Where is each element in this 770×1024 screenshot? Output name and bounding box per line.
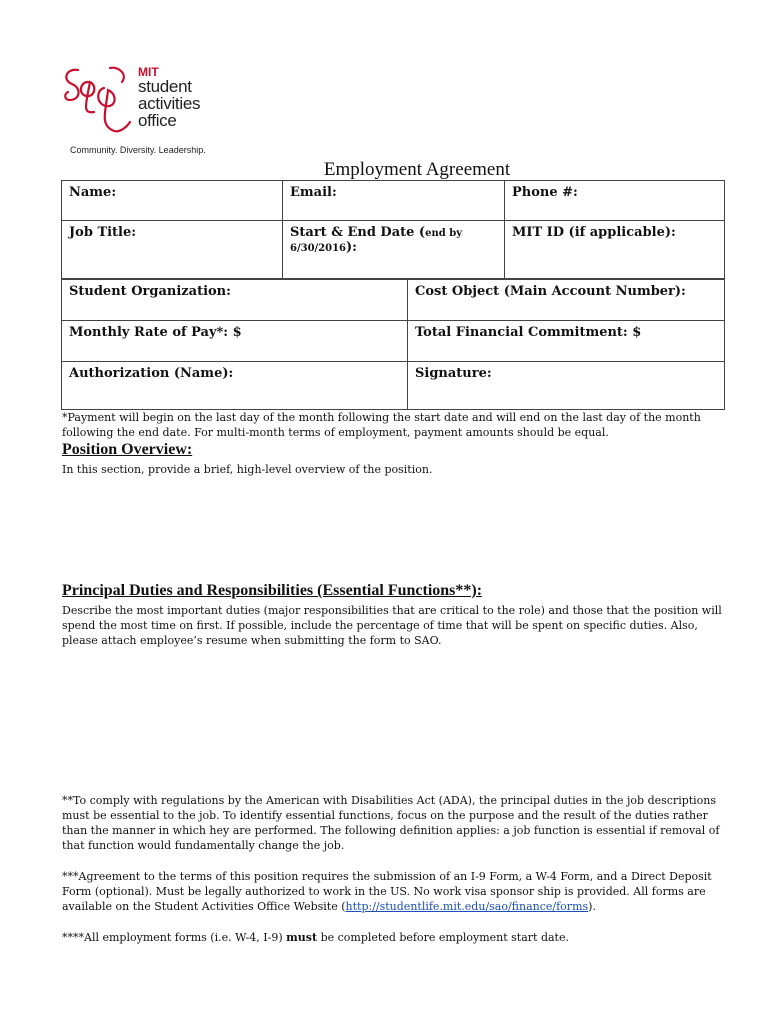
forms-text-before: ****All employment forms (i.e. W-4, I-9)	[62, 931, 287, 944]
total-commitment-label: Total Financial Commitment: $	[415, 325, 642, 340]
page-title: Employment Agreement	[323, 159, 511, 180]
logo-line-1: student	[138, 77, 192, 96]
job-title-label: Job Title:	[69, 225, 137, 240]
agreement-close: ).	[588, 900, 596, 913]
total-commitment-field[interactable]	[408, 321, 725, 362]
position-overview-heading: Position Overview:	[62, 441, 193, 458]
logo-line-2: activities	[138, 94, 201, 113]
forms-footnote	[62, 930, 722, 945]
mit-id-label: MIT ID (if applicable):	[512, 225, 676, 240]
forms-text-after: be completed before employment start date.	[317, 931, 569, 944]
monthly-rate-field[interactable]	[62, 321, 408, 362]
duties-text: Describe the most important duties (major responsibilities that are critical to the role) and those that the position will spend the most time on first. If possible, include the percentage of time that will be spent on specific duties. Also, please attach employee’s resume when submitting the form to SAO.	[62, 604, 722, 647]
position-overview-text: In this section, provide a brief, high-level overview of the position.	[62, 463, 433, 476]
logo-wordmark	[138, 66, 200, 129]
start-end-date-field[interactable]	[283, 221, 505, 279]
employment-form-table-lower	[61, 279, 725, 410]
start-end-note-a: end by	[425, 228, 463, 239]
student-org-field[interactable]	[62, 280, 408, 321]
phone-label: Phone #:	[512, 185, 578, 200]
payment-note: *Payment will begin on the last day of the month following the start date and will end on the last day of the month following the end date. For multi-month terms of employment, payment amounts should be equal.	[62, 411, 701, 439]
forms-link[interactable]: http://studentlife.mit.edu/sao/finance/forms	[345, 900, 589, 913]
logo-tagline: Community. Diversity. Leadership.	[70, 145, 206, 155]
authorization-field[interactable]	[62, 362, 408, 410]
job-title-field[interactable]	[62, 221, 283, 279]
agreement-footnote	[62, 869, 722, 914]
signature-label: Signature:	[415, 366, 492, 381]
student-org-label: Student Organization:	[69, 284, 231, 299]
mit-id-field[interactable]	[505, 221, 725, 279]
phone-field[interactable]	[505, 181, 725, 221]
start-end-note-b: 6/30/2016	[290, 243, 347, 254]
cost-object-field[interactable]	[408, 280, 725, 321]
authorization-label: Authorization (Name):	[69, 366, 234, 381]
ada-footnote: **To comply with regulations by the American with Disabilities Act (ADA), the principal duties in the job descriptions must be essential to the job. To identify essential functions, focus on the purpose and the result of the duties rather than the manner in which hey are performed. The following definition applies: a job function is essential if removal of that function would fundamentally change the job.	[62, 794, 720, 852]
email-field[interactable]	[283, 181, 505, 221]
cost-object-label: Cost Object (Main Account Number):	[415, 284, 686, 299]
logo-brand: MIT	[138, 65, 159, 79]
forms-must: must	[286, 931, 318, 944]
duties-heading: Principal Duties and Responsibilities (Essential Functions**):	[62, 582, 483, 599]
signature-field[interactable]	[408, 362, 725, 410]
logo-line-3: office	[138, 111, 177, 130]
name-label: Name:	[69, 185, 117, 200]
email-label: Email:	[290, 185, 337, 200]
employment-form-table	[61, 180, 725, 279]
monthly-rate-label: Monthly Rate of Pay*: $	[69, 325, 242, 340]
agreement-text: ***Agreement to the terms of this position requires the submission of an I-9 Form, a W-4 Form, and a Direct Deposit Form (optional). Must be legally authorized to work in the US. No work visa sponsor ship is provided. All forms are available on the Student Activities Office Website (	[62, 870, 712, 913]
start-end-close: ):	[346, 240, 357, 255]
start-end-label: Start & End Date (	[290, 225, 426, 240]
name-field[interactable]	[62, 181, 283, 221]
